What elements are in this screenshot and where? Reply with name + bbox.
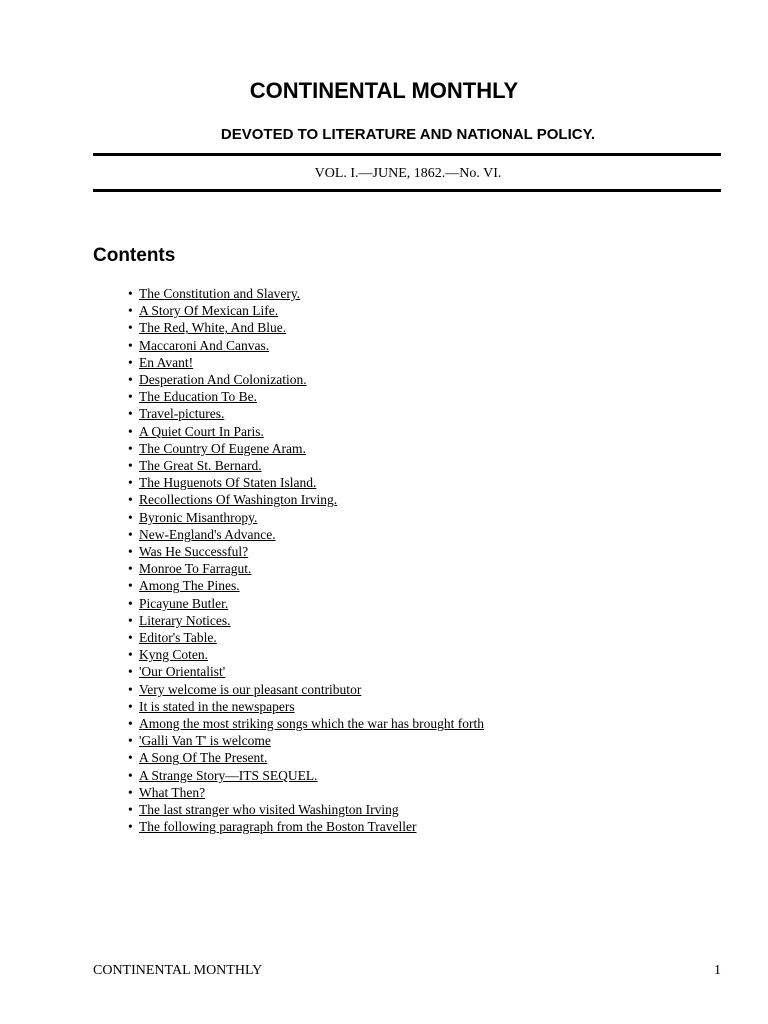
list-item — [128, 302, 484, 319]
bullet-icon: • — [128, 423, 133, 439]
toc-link[interactable]: En Avant! — [139, 354, 194, 370]
top-rule — [93, 153, 721, 156]
toc-link[interactable]: Literary Notices. — [139, 612, 231, 628]
bullet-icon: • — [128, 303, 133, 319]
list-item — [128, 663, 484, 680]
toc-link[interactable]: Kyng Coten. — [139, 647, 208, 663]
bullet-icon: • — [128, 354, 133, 370]
bullet-icon: • — [128, 492, 133, 508]
bullet-icon: • — [128, 544, 133, 560]
toc-link[interactable]: Monroe To Farragut. — [139, 561, 252, 577]
table-of-contents — [128, 285, 484, 836]
toc-link[interactable]: The Country Of Eugene Aram. — [139, 440, 306, 456]
list-item — [128, 457, 484, 474]
toc-link[interactable]: What Then? — [139, 784, 206, 800]
toc-link[interactable]: Desperation And Colonization. — [139, 372, 307, 388]
toc-link[interactable]: The Great St. Bernard. — [139, 458, 262, 474]
toc-link[interactable]: The Red, White, And Blue. — [139, 320, 287, 336]
list-item — [128, 595, 484, 612]
toc-link[interactable]: 'Galli Van T' is welcome — [139, 733, 271, 749]
list-item — [128, 474, 484, 491]
toc-link[interactable]: Was He Successful? — [139, 544, 249, 560]
footer-running-title: CONTINENTAL MONTHLY — [93, 963, 263, 978]
bullet-icon: • — [128, 612, 133, 628]
bullet-icon: • — [128, 578, 133, 594]
list-item — [128, 543, 484, 560]
bullet-icon: • — [128, 406, 133, 422]
list-item — [128, 681, 484, 698]
toc-link[interactable]: The last stranger who visited Washington Irving — [139, 802, 399, 818]
toc-link[interactable]: Editor's Table. — [139, 630, 217, 646]
bullet-icon: • — [128, 440, 133, 456]
list-item — [128, 319, 484, 336]
list-item — [128, 646, 484, 663]
list-item — [128, 285, 484, 302]
bullet-icon: • — [128, 509, 133, 525]
bullet-icon: • — [128, 698, 133, 714]
bullet-icon: • — [128, 802, 133, 818]
list-item — [128, 337, 484, 354]
bottom-rule — [93, 189, 721, 192]
toc-link[interactable]: Byronic Misanthropy. — [139, 509, 258, 525]
list-item — [128, 732, 484, 749]
toc-link[interactable]: The Education To Be. — [139, 389, 258, 405]
toc-link[interactable]: The Huguenots Of Staten Island. — [139, 475, 317, 491]
bullet-icon: • — [128, 458, 133, 474]
bullet-icon: • — [128, 819, 133, 835]
bullet-icon: • — [128, 337, 133, 353]
toc-link[interactable]: It is stated in the newspapers — [139, 698, 295, 714]
toc-link[interactable]: Picayune Butler. — [139, 595, 229, 611]
toc-link[interactable]: Among the most striking songs which the war has brought forth — [139, 716, 484, 732]
bullet-icon: • — [128, 681, 133, 697]
toc-link[interactable]: New-England's Advance. — [139, 526, 276, 542]
list-item — [128, 423, 484, 440]
toc-link[interactable]: Recollections Of Washington Irving. — [139, 492, 338, 508]
toc-link[interactable]: The Constitution and Slavery. — [139, 286, 301, 301]
list-item — [128, 629, 484, 646]
list-item — [128, 767, 484, 784]
toc-link[interactable]: A Song Of The Present. — [139, 750, 268, 766]
toc-link[interactable]: A Quiet Court In Paris. — [139, 423, 264, 439]
list-item — [128, 577, 484, 594]
bullet-icon: • — [128, 784, 133, 800]
list-item — [128, 560, 484, 577]
footer-page-number: 1 — [714, 963, 721, 978]
bullet-icon: • — [128, 767, 133, 783]
journal-title: CONTINENTAL MONTHLY — [249, 78, 519, 103]
list-item — [128, 509, 484, 526]
list-item — [128, 354, 484, 371]
bullet-icon: • — [128, 733, 133, 749]
list-item — [128, 801, 484, 818]
bullet-icon: • — [128, 630, 133, 646]
list-item — [128, 371, 484, 388]
list-item — [128, 749, 484, 766]
list-item — [128, 818, 484, 835]
list-item — [128, 698, 484, 715]
toc-link[interactable]: A Strange Story—ITS SEQUEL. — [139, 767, 318, 783]
toc-link[interactable]: 'Our Orientalist' — [139, 664, 226, 680]
bullet-icon: • — [128, 320, 133, 336]
toc-link[interactable]: Among The Pines. — [139, 578, 240, 594]
list-item — [128, 388, 484, 405]
list-item — [128, 612, 484, 629]
volume-line: VOL. I.—JUNE, 1862.—No. VI. — [314, 166, 502, 181]
journal-subtitle: DEVOTED TO LITERATURE AND NATIONAL POLICY. — [220, 126, 596, 143]
bullet-icon: • — [128, 716, 133, 732]
list-item — [128, 491, 484, 508]
bullet-icon: • — [128, 595, 133, 611]
toc-link[interactable]: Travel-pictures. — [139, 406, 225, 422]
list-item — [128, 405, 484, 422]
bullet-icon: • — [128, 526, 133, 542]
contents-heading: Contents — [93, 245, 176, 266]
bullet-icon: • — [128, 647, 133, 663]
toc-link[interactable]: The following paragraph from the Boston Traveller — [139, 819, 417, 835]
bullet-icon: • — [128, 389, 133, 405]
bullet-icon: • — [128, 286, 133, 301]
list-item — [128, 715, 484, 732]
bullet-icon: • — [128, 372, 133, 388]
bullet-icon: • — [128, 750, 133, 766]
toc-link[interactable]: Very welcome is our pleasant contributor — [139, 681, 362, 697]
bullet-icon: • — [128, 561, 133, 577]
list-item — [128, 784, 484, 801]
list-item — [128, 440, 484, 457]
toc-link[interactable]: Maccaroni And Canvas. — [139, 337, 270, 353]
list-item — [128, 526, 484, 543]
toc-link[interactable]: A Story Of Mexican Life. — [139, 303, 279, 319]
bullet-icon: • — [128, 475, 133, 491]
bullet-icon: • — [128, 664, 133, 680]
